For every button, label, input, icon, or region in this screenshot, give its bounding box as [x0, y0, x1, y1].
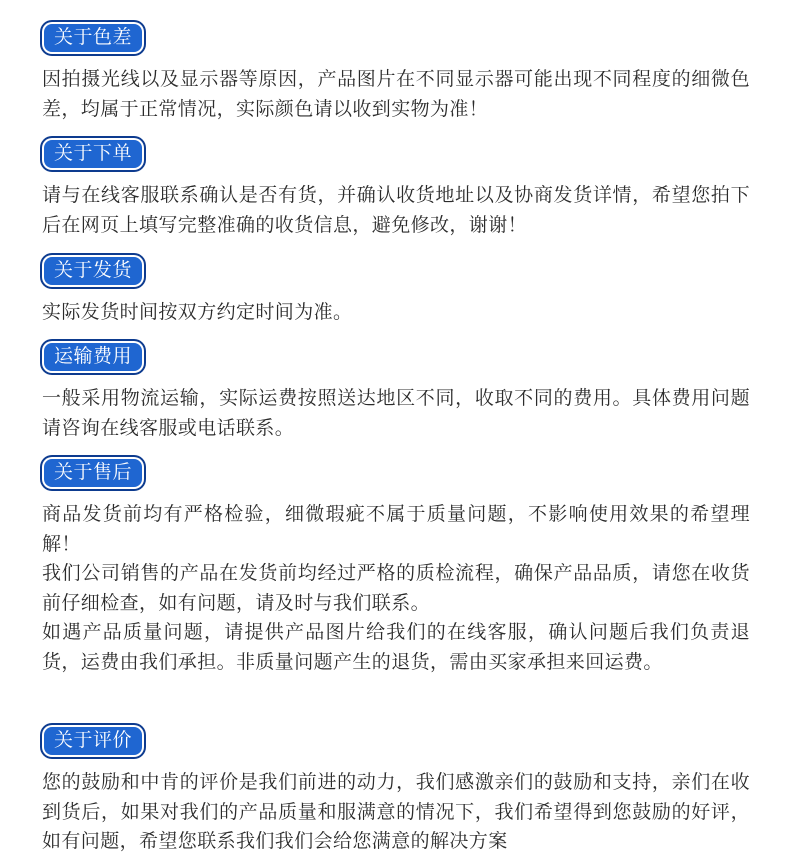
section-ordering: [42, 140, 750, 240]
section-paragraph: 请与在线客服联系确认是否有货，并确认收货地址以及协商发货详情，希望您拍下后在网页上填写完整准确的收货信息，避免修改，谢谢！: [42, 184, 750, 236]
section-after-sales: [42, 459, 750, 677]
section-paragraph: 一般采用物流运输，实际运费按照送达地区不同，收取不同的费用。具体费用问题请咨询在线客服或电话联系。: [42, 387, 750, 439]
section-title-badge: 关于评价: [44, 727, 142, 755]
section-title-badge: 关于色差: [44, 24, 142, 52]
section-paragraph: 如遇产品质量问题，请提供产品图片给我们的在线客服，确认问题后我们负责退货，运费由我们承担。非质量问题产生的退货，需由买家承担来回运费。: [42, 621, 750, 673]
section-freight-cost: [42, 343, 750, 443]
section-color-difference: [42, 24, 750, 124]
section-paragraph: 您的鼓励和中肯的评价是我们前进的动力，我们感激亲们的鼓励和支持，亲们在收到货后，如果对我们的产品质量和服满意的情况下，我们希望得到您鼓励的好评，如有问题，希望您联系我们我们会给您满意的解决方案: [42, 771, 750, 852]
section-shipping: [42, 257, 750, 328]
section-paragraph: 因拍摄光线以及显示器等原因，产品图片在不同显示器可能出现不同程度的细微色差，均属于正常情况，实际颜色请以收到实物为准！: [42, 68, 750, 120]
section-paragraph: 我们公司销售的产品在发货前均经过严格的质检流程，确保产品品质，请您在收货前仔细检查，如有问题，请及时与我们联系。: [42, 562, 750, 614]
section-title-badge: 关于售后: [44, 459, 142, 487]
section-title-badge: 关于发货: [44, 257, 142, 285]
section-title-badge: 运输费用: [44, 343, 142, 371]
section-title-badge: 关于下单: [44, 140, 142, 168]
section-paragraph: 商品发货前均有严格检验，细微瑕疵不属于质量问题，不影响使用效果的希望理解！: [42, 503, 750, 555]
section-paragraph: 实际发货时间按双方约定时间为准。: [42, 301, 353, 323]
section-reviews: [42, 727, 750, 857]
